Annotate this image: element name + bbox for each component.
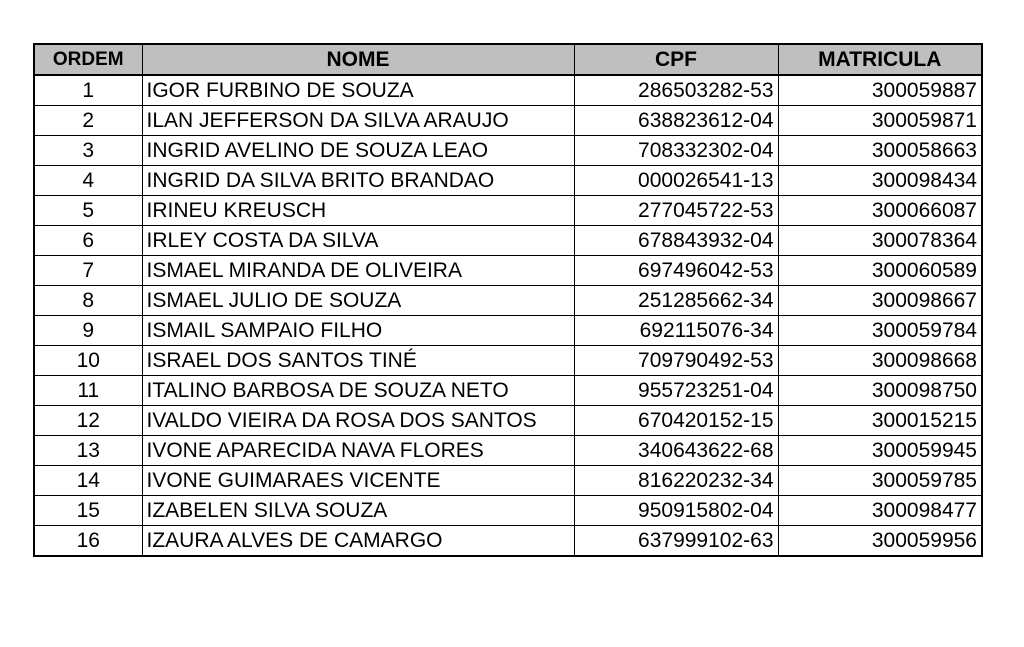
header-ordem: ORDEM	[34, 44, 142, 75]
table-row	[34, 166, 982, 196]
cell-ordem: 15	[34, 496, 142, 526]
cell-cpf: 251285662-34	[574, 286, 778, 316]
cell-cpf: 709790492-53	[574, 346, 778, 376]
table-row	[34, 196, 982, 226]
cell-cpf: 277045722-53	[574, 196, 778, 226]
cell-ordem: 13	[34, 436, 142, 466]
cell-matricula: 300059956	[778, 526, 982, 557]
roster-table	[33, 43, 983, 557]
cell-ordem: 5	[34, 196, 142, 226]
cell-nome: ISRAEL DOS SANTOS TINÉ	[142, 346, 574, 376]
cell-ordem: 7	[34, 256, 142, 286]
cell-cpf: 637999102-63	[574, 526, 778, 557]
cell-matricula: 300098477	[778, 496, 982, 526]
cell-ordem: 14	[34, 466, 142, 496]
cell-cpf: 286503282-53	[574, 75, 778, 106]
cell-cpf: 697496042-53	[574, 256, 778, 286]
cell-matricula: 300058663	[778, 136, 982, 166]
cell-matricula: 300059871	[778, 106, 982, 136]
cell-nome: IVALDO VIEIRA DA ROSA DOS SANTOS	[142, 406, 574, 436]
cell-cpf: 708332302-04	[574, 136, 778, 166]
cell-ordem: 12	[34, 406, 142, 436]
cell-nome: IRLEY COSTA DA SILVA	[142, 226, 574, 256]
cell-cpf: 340643622-68	[574, 436, 778, 466]
table-row	[34, 75, 982, 106]
cell-matricula: 300066087	[778, 196, 982, 226]
table-header	[34, 44, 982, 75]
table-row	[34, 136, 982, 166]
cell-nome: IRINEU KREUSCH	[142, 196, 574, 226]
table-row	[34, 406, 982, 436]
table-row	[34, 256, 982, 286]
cell-matricula: 300059945	[778, 436, 982, 466]
cell-matricula: 300059784	[778, 316, 982, 346]
cell-nome: INGRID DA SILVA BRITO BRANDAO	[142, 166, 574, 196]
cell-ordem: 8	[34, 286, 142, 316]
cell-nome: ISMAEL JULIO DE SOUZA	[142, 286, 574, 316]
cell-cpf: 670420152-15	[574, 406, 778, 436]
cell-cpf: 692115076-34	[574, 316, 778, 346]
cell-matricula: 300015215	[778, 406, 982, 436]
cell-ordem: 11	[34, 376, 142, 406]
table-row	[34, 376, 982, 406]
header-row	[34, 44, 982, 75]
cell-matricula: 300098667	[778, 286, 982, 316]
table-row	[34, 316, 982, 346]
table-row	[34, 286, 982, 316]
header-cpf: CPF	[574, 44, 778, 75]
cell-ordem: 2	[34, 106, 142, 136]
cell-nome: IGOR FURBINO DE SOUZA	[142, 75, 574, 106]
table-row	[34, 496, 982, 526]
cell-ordem: 1	[34, 75, 142, 106]
table-row	[34, 466, 982, 496]
cell-nome: ILAN JEFFERSON DA SILVA ARAUJO	[142, 106, 574, 136]
cell-nome: IZAURA ALVES DE CAMARGO	[142, 526, 574, 557]
cell-cpf: 638823612-04	[574, 106, 778, 136]
table-row	[34, 226, 982, 256]
cell-matricula: 300078364	[778, 226, 982, 256]
cell-ordem: 10	[34, 346, 142, 376]
cell-matricula: 300060589	[778, 256, 982, 286]
cell-nome: ISMAEL MIRANDA DE OLIVEIRA	[142, 256, 574, 286]
cell-cpf: 678843932-04	[574, 226, 778, 256]
cell-matricula: 300098750	[778, 376, 982, 406]
cell-nome: IVONE APARECIDA NAVA FLORES	[142, 436, 574, 466]
table-row	[34, 106, 982, 136]
cell-cpf: 000026541-13	[574, 166, 778, 196]
cell-ordem: 9	[34, 316, 142, 346]
cell-nome: IVONE GUIMARAES VICENTE	[142, 466, 574, 496]
header-nome: NOME	[142, 44, 574, 75]
cell-cpf: 816220232-34	[574, 466, 778, 496]
cell-nome: INGRID AVELINO DE SOUZA LEAO	[142, 136, 574, 166]
table-row	[34, 346, 982, 376]
cell-ordem: 4	[34, 166, 142, 196]
cell-cpf: 955723251-04	[574, 376, 778, 406]
header-matricula: MATRICULA	[778, 44, 982, 75]
table-row	[34, 436, 982, 466]
cell-nome: IZABELEN SILVA SOUZA	[142, 496, 574, 526]
cell-matricula: 300059785	[778, 466, 982, 496]
table-row	[34, 526, 982, 557]
cell-ordem: 6	[34, 226, 142, 256]
cell-matricula: 300059887	[778, 75, 982, 106]
cell-nome: ISMAIL SAMPAIO FILHO	[142, 316, 574, 346]
cell-nome: ITALINO BARBOSA DE SOUZA NETO	[142, 376, 574, 406]
table-body	[34, 75, 982, 556]
cell-matricula: 300098434	[778, 166, 982, 196]
cell-ordem: 16	[34, 526, 142, 557]
cell-matricula: 300098668	[778, 346, 982, 376]
cell-cpf: 950915802-04	[574, 496, 778, 526]
cell-ordem: 3	[34, 136, 142, 166]
